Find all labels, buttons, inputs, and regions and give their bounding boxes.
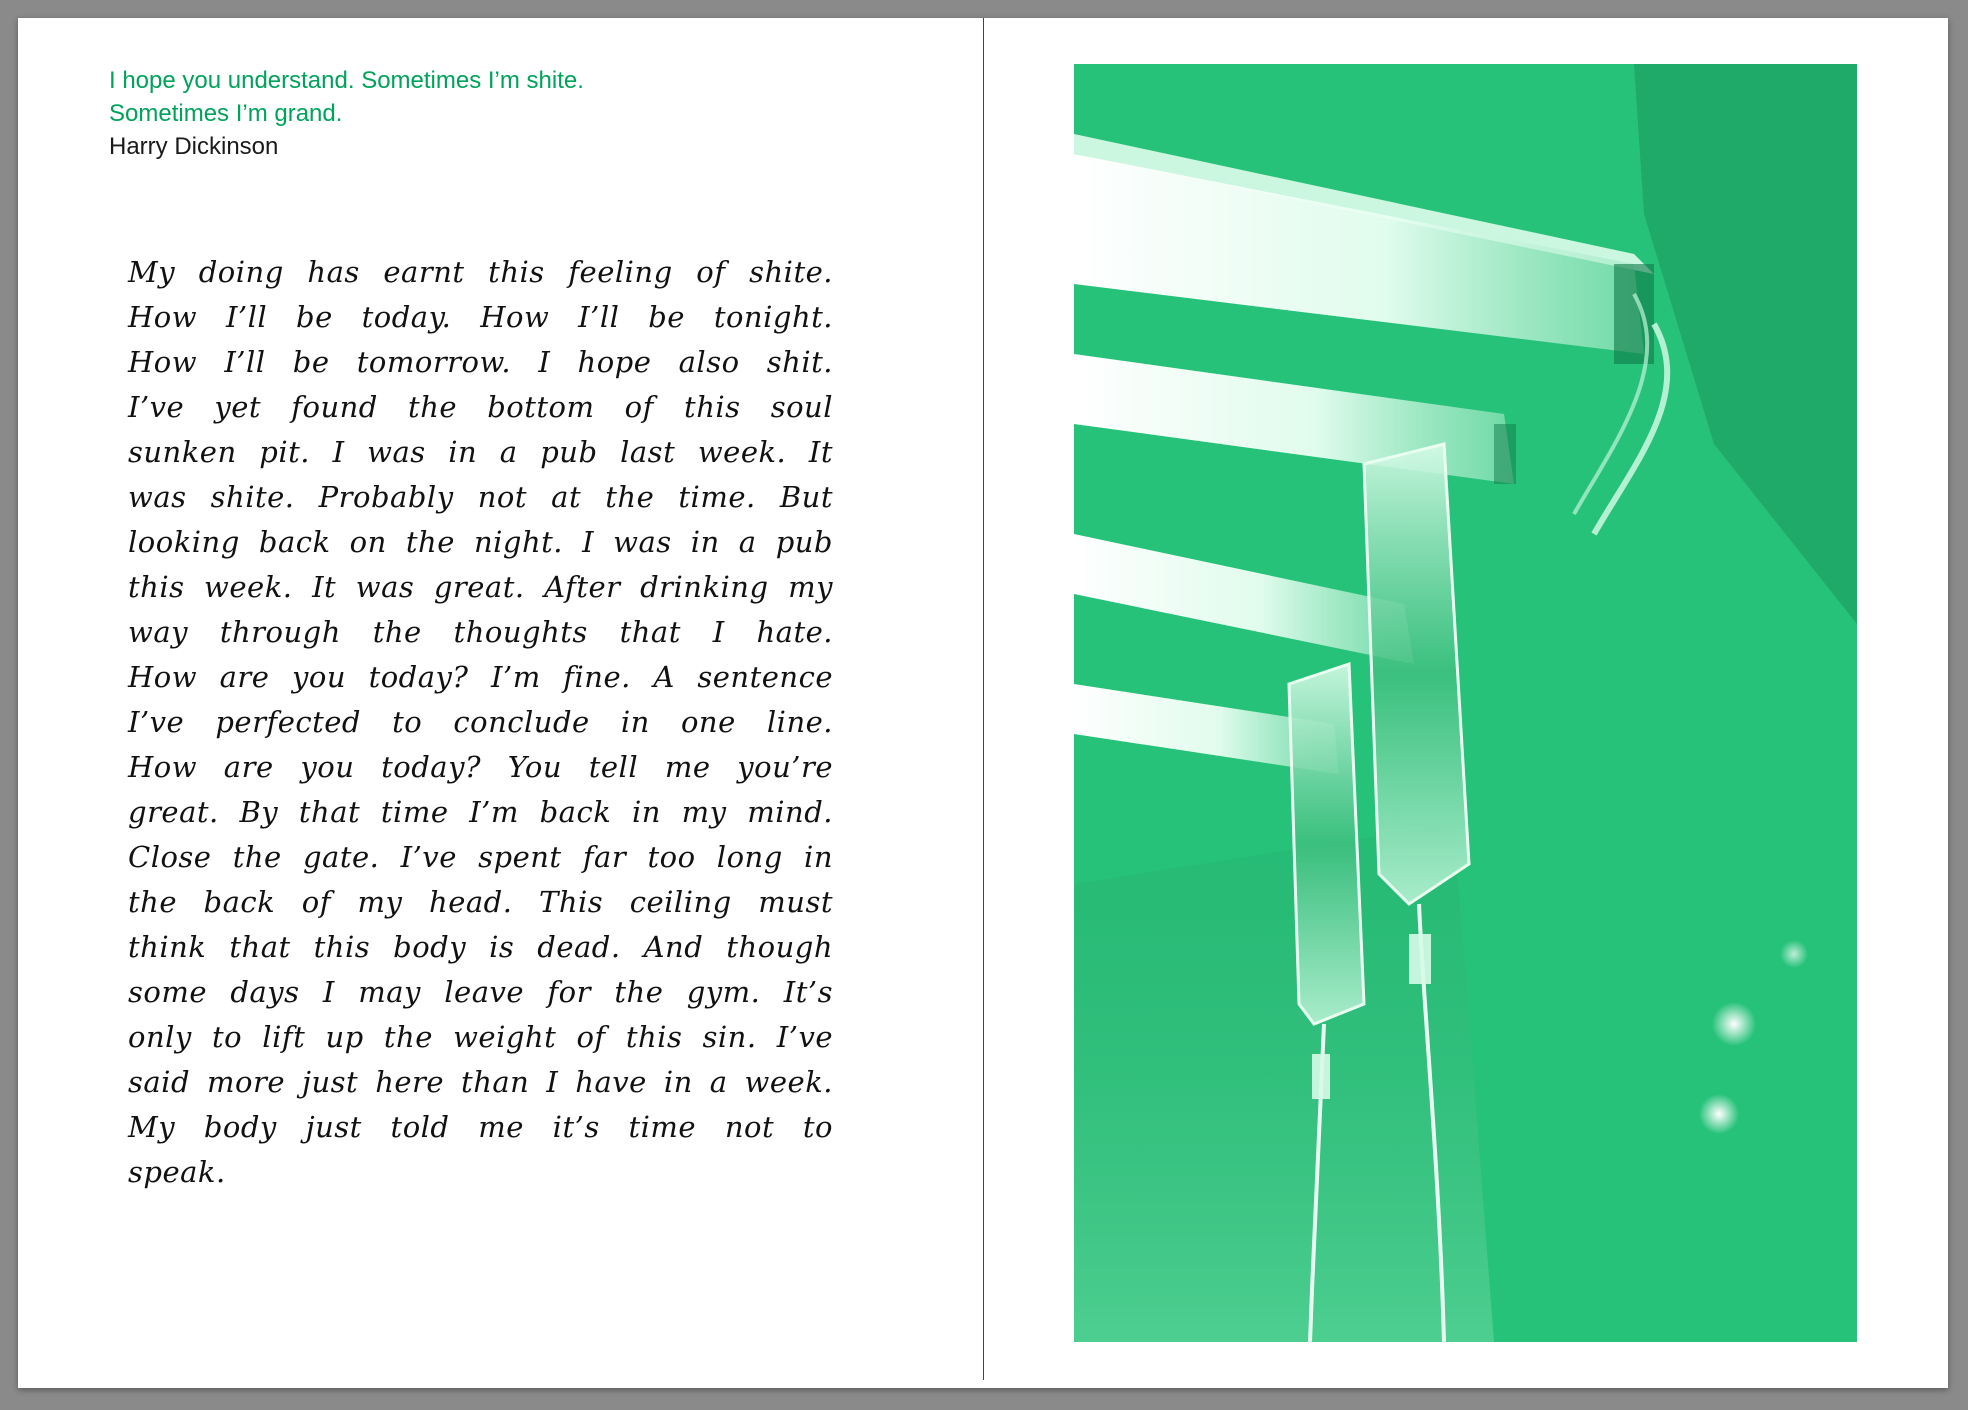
epigraph-author: Harry Dickinson	[109, 133, 279, 160]
poem-line: Close the gate. I’ve spent far too long in	[128, 840, 833, 874]
poem-line: I’ve perfected to conclude in one line.	[128, 705, 833, 739]
epigraph-quote-line-2: Sometimes I’m grand.	[109, 100, 343, 127]
poem-text	[128, 250, 833, 1195]
poem-line: looking back on the night. I was in a pub	[128, 525, 833, 559]
iv-bags-under-lights-image	[1074, 64, 1857, 1342]
poem-line: this week. It was great. After drinking my	[128, 570, 833, 604]
poem-line: way through the thoughts that I hate.	[128, 615, 833, 649]
poem-line: I’ve yet found the bottom of this soul	[128, 390, 833, 424]
poem-line: How are you today? You tell me you’re	[128, 750, 833, 784]
poem-line: great. By that time I’m back in my mind.	[128, 795, 833, 829]
poem-line: only to lift up the weight of this sin. I’ve	[128, 1020, 833, 1054]
poem-line: How I’ll be today. How I’ll be tonight.	[128, 300, 833, 334]
green-tinted-photo	[1074, 64, 1857, 1342]
poem-line: the back of my head. This ceiling must	[128, 885, 833, 919]
poem-line: How I’ll be tomorrow. I hope also shit.	[128, 345, 833, 379]
poem-line: My doing has earnt this feeling of shite.	[128, 255, 833, 289]
poem-line: My body just told me it’s time not to	[128, 1110, 833, 1144]
document-spread	[18, 18, 1948, 1388]
poem-line: speak.	[128, 1155, 226, 1189]
poem-line: think that this body is dead. And though	[128, 930, 833, 964]
poem-line: some days I may leave for the gym. It’s	[128, 975, 833, 1009]
epigraph	[109, 64, 809, 163]
poem-line: sunken pit. I was in a pub last week. It	[128, 435, 833, 469]
page-gutter	[983, 18, 984, 1380]
epigraph-quote-line-1: I hope you understand. Sometimes I’m shite.	[109, 67, 584, 94]
poem-line: was shite. Probably not at the time. But	[128, 480, 833, 514]
poem-line: said more just here than I have in a week.	[128, 1065, 833, 1099]
poem-line: How are you today? I’m fine. A sentence	[128, 660, 833, 694]
